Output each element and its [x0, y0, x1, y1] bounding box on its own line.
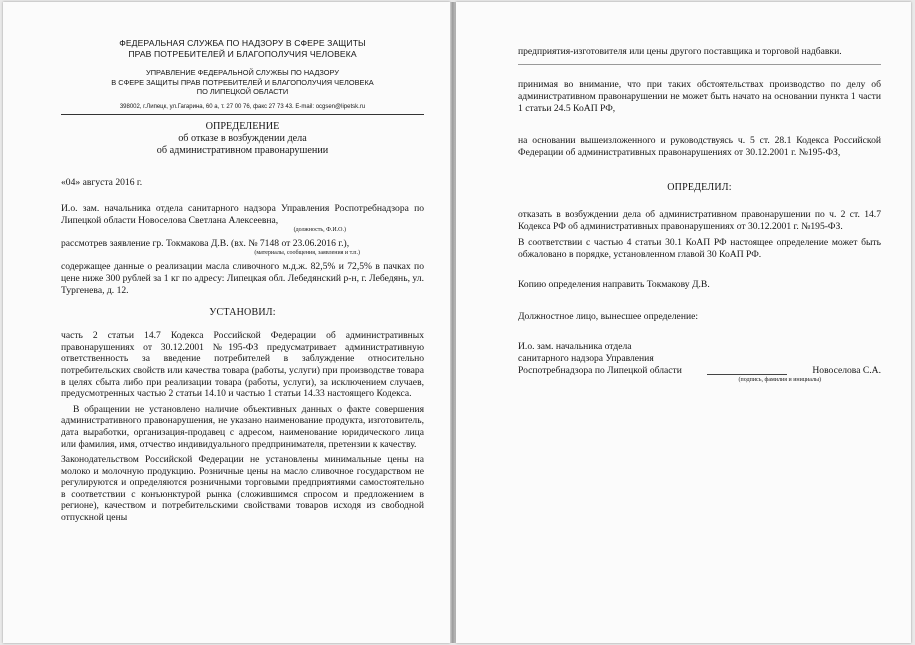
sub-line-3: ПО ЛИПЕЦКОЙ ОБЛАСТИ [196, 87, 289, 96]
title-line-3: об административном правонарушении [156, 144, 329, 156]
refuse-text: отказать в возбуждении дела об административном правонарушении по ч. 2 ст. 14.7 Кодекса РФ об административных правонарушениях от 30.12.2001 г. №195-ФЗ. [518, 208, 881, 232]
reviewed-hint: (материалы, сообщения, заявления и т.п.) [254, 249, 360, 256]
signature-row [518, 365, 881, 377]
document-page-left [3, 2, 450, 643]
sub-line-1: УПРАВЛЕНИЕ ФЕДЕРАЛЬНОЙ СЛУЖБЫ ПО НАДЗОРУ [146, 68, 339, 77]
copy-text: Копию определения направить Токмакову Д.В. [518, 278, 710, 290]
signature-underline [707, 374, 787, 375]
official-hint: (должность, Ф.И.О.) [293, 226, 346, 233]
official-label: Должностное лицо, вынесшее определение: [518, 311, 699, 323]
org-subheader [61, 68, 424, 97]
taking-into-account-text: принимая во внимание, что при таких обстоятельствах производство по делу об административном правонарушении не может быть начато на основании пункта 1 части 1 статьи 24.5 КоАП РФ, [518, 79, 881, 115]
signature-line-3: Роспотребнадзора по Липецкой области [518, 365, 682, 377]
title-line-1: ОПРЕДЕЛЕНИЕ [205, 120, 280, 132]
continuation-text: предприятия-изготовителя или цены другого поставщика и торговой надбавки. [518, 46, 842, 57]
appeal-text: В соответствии с частью 4 статьи 30.1 КоАП РФ настоящее определение может быть обжаловано в порядке, установленном главой 30 КоАП РФ. [518, 236, 881, 260]
content-text: содержащее данные о реализации масла сливочного м.д.ж. 82,5% и 72,5% в пачках по цене ниже 300 рублей за 1 кг по адресу: Липецкая обл. Лебедянский р-н, г. Лебедянь, ул. Тургенева, д. 12. [61, 260, 424, 297]
signature-line-1: И.о. зам. начальника отдела [518, 341, 632, 353]
continuation-rule [518, 64, 881, 65]
official-text: И.о. зам. начальника отдела санитарного надзора Управления Роспотребнадзора по Липецкой области Новоселова Светлана Алексеевна, [61, 202, 424, 226]
based-on-text: на основании вышеизложенного и руководствуясь ч. 5 ст. 28.1 Кодекса Российской Федерации об административных правонарушениях от 30.12.2001 г. №195-ФЗ, [518, 135, 881, 159]
header-rule [61, 114, 424, 115]
paragraph-3: Законодательством Российской Федерации не установлены минимальные цены на молоко и молочную продукцию. Розничные цены на масло сливочное государством не регулируются и определяются розничными торговыми предприятиями самостоятельно в соответствии с конъюнктурой рынка (сложившимся спросом и предложением в регионе), качеством и потребительскими свойствами товаров исходя из свободной отпускной цены [61, 454, 424, 524]
signature-name: Новоселова С.А. [812, 365, 881, 377]
document-title [61, 121, 424, 157]
signature-hint: (подпись, фамилия и инициалы) [738, 377, 821, 384]
determined-heading: ОПРЕДЕЛИЛ: [667, 181, 732, 193]
signature-line-2: санитарного надзора Управления [518, 353, 654, 365]
org-line-1: ФЕДЕРАЛЬНАЯ СЛУЖБА ПО НАДЗОРУ В СФЕРЕ ЗАЩИТЫ [119, 38, 366, 48]
org-line-2: ПРАВ ПОТРЕБИТЕЛЕЙ И БЛАГОПОЛУЧИЯ ЧЕЛОВЕКА [128, 49, 357, 59]
title-line-2: об отказе в возбуждении дела [178, 132, 307, 144]
paragraph-1: часть 2 статьи 14.7 Кодекса Российской Федерации об административных правонарушениях от 30.12.2001 №195-ФЗ предусматривает административную ответственность за введение потребителей в заблуждение относительно потребительских свойств или качества товара (работы, услуги) при производстве товара в целях сбыта либо при реализации товара (работы, услуги), за исключением случаев, предусмотренных частью 2 статьи 14.10 и частью 1 статьи 14.33 настоящего Кодекса. [61, 330, 424, 400]
document-date: «04» августа 2016 г. [61, 176, 143, 188]
org-header [61, 38, 424, 60]
org-address: 398002, г.Липецк, ул.Гагарина, 60 а, т. 27 00 76, факс 27 73 43. E-mail: ocgsen@lipetsk.ru [119, 103, 366, 110]
document-page-right [456, 2, 911, 643]
established-heading: УСТАНОВИЛ: [209, 307, 276, 319]
sub-line-2: В СФЕРЕ ЗАЩИТЫ ПРАВ ПОТРЕБИТЕЛЕЙ И БЛАГОПОЛУЧИЯ ЧЕЛОВЕКА [111, 77, 374, 87]
paragraph-2: В обращении не установлено наличие объективных данных о факте совершения административного правонарушения, не указано наименование продукта, изготовитель, дата выработки, организация-продавец с адресом, наименование юридического лица или фамилия, имя, отчество индивидуального предпринимателя, претензии к качеству. [61, 403, 424, 450]
reviewed-text: рассмотрев заявление гр. Токмакова Д.В. (вх. № 7148 от 23.06.2016 г.), [61, 237, 350, 249]
signature-block [518, 341, 881, 384]
